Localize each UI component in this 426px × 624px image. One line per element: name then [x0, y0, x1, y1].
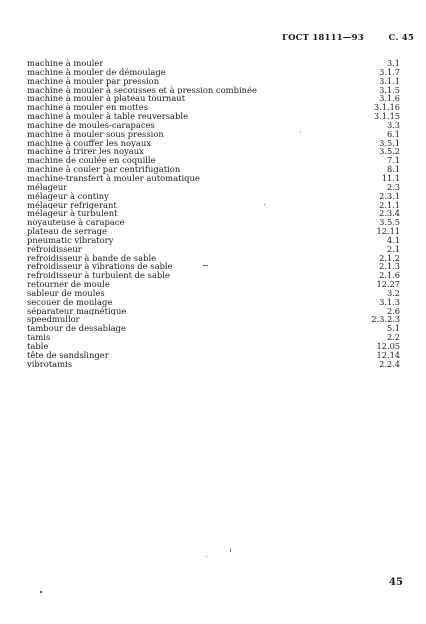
index-entry — [27, 245, 400, 254]
index-entry — [27, 68, 400, 77]
index-entry — [27, 94, 400, 103]
index-entry — [27, 103, 400, 112]
index-entry — [27, 139, 400, 148]
entry-reference: 2.1.6 — [379, 270, 400, 281]
standard-code: ГОСТ 18111—93 — [282, 33, 364, 43]
index-entry — [27, 324, 400, 333]
entry-term: speedmullor — [27, 315, 80, 325]
entry-term: mélageur à continy — [27, 191, 109, 201]
entry-reference: 3.5.1 — [379, 137, 400, 148]
page-label: С. 45 — [388, 33, 414, 43]
entry-reference: 12.05 — [376, 341, 400, 351]
entry-term: machine à mouler de démoulage — [27, 67, 166, 77]
page-number: 45 — [389, 577, 403, 588]
entry-term: machine à couffer les noyaux — [27, 138, 151, 148]
scan-speck — [206, 556, 207, 557]
entry-reference: 5.1 — [386, 323, 400, 334]
entry-term: machine à couler par centrifugation — [27, 165, 181, 174]
entry-reference: 2.6 — [386, 305, 400, 316]
index-entry — [27, 77, 400, 86]
entry-reference: 2.1.1 — [379, 199, 400, 210]
entry-reference: 3.1.1 — [379, 75, 400, 86]
entry-term: tête de sandslinger — [27, 350, 109, 360]
entry-term: machine de coulée en coquille — [27, 156, 156, 166]
index-entry — [27, 254, 400, 263]
index-entries — [27, 59, 400, 369]
entry-reference: 3.1.15 — [373, 111, 400, 122]
entry-reference: 6.1 — [386, 128, 400, 139]
entry-reference: 3.2 — [386, 287, 400, 298]
entry-reference: 12.11 — [376, 226, 400, 237]
index-entry — [27, 298, 400, 307]
entry-term: machine à mouler à table reuversable — [27, 112, 189, 121]
entry-term: mélageur à turbulent — [27, 209, 118, 219]
index-entry — [27, 192, 400, 201]
entry-reference: 4.1 — [386, 234, 400, 245]
entry-reference: 2.3.2.3 — [371, 314, 400, 325]
entry-term: machine à mouler par pression — [27, 76, 160, 86]
scan-speck — [203, 265, 208, 266]
entry-reference: 3.5.5 — [379, 217, 400, 228]
index-entry — [27, 130, 400, 139]
index-entry — [27, 165, 400, 174]
entry-term: refroidisseur à turbulent de sable — [27, 271, 170, 281]
entry-term: table — [27, 342, 49, 351]
index-entry — [27, 236, 400, 245]
entry-term: machine à mouler à plateau tournaut — [27, 94, 186, 104]
index-entry — [27, 86, 400, 95]
entry-reference: 2.2 — [386, 332, 400, 343]
index-entry — [27, 342, 400, 351]
entry-reference: 8.1 — [386, 164, 400, 175]
index-entry — [27, 307, 400, 316]
entry-term: refroidisseur à bande de sable — [27, 253, 157, 263]
index-entry — [27, 218, 400, 227]
entry-reference: 2.1 — [386, 243, 400, 254]
index-entry — [27, 351, 400, 360]
entry-term: tamis — [27, 333, 51, 342]
entry-reference: 2.1.3 — [379, 261, 400, 272]
entry-term: machine à mouler en mottes — [27, 103, 149, 113]
entry-reference: 3.1.16 — [373, 102, 400, 113]
entry-term: tambour de dessablage — [27, 324, 126, 334]
index-entry — [27, 262, 400, 271]
index-entry — [27, 147, 400, 156]
scan-speck — [264, 204, 265, 205]
entry-term: machine à trirer les noyaux — [27, 147, 144, 157]
entry-reference: 2.3.4 — [379, 208, 400, 219]
entry-term: vibrotamis — [27, 359, 73, 369]
entry-reference: 3.1.7 — [379, 66, 400, 77]
entry-term: machine de moules-carapaces — [27, 120, 155, 130]
scan-speck — [230, 549, 231, 552]
entry-term: secouer de moulage — [27, 297, 113, 307]
entry-reference: 3.1.5 — [379, 84, 400, 95]
entry-term: refroidisseur — [27, 244, 82, 254]
index-entry — [27, 201, 400, 210]
entry-term: retourner de moule — [27, 280, 110, 289]
entry-term: refroidisseur à vibrations de sable — [27, 262, 173, 272]
entry-term: machine à mouler à secousses et à pression combinée — [27, 85, 257, 95]
entry-reference: 2.3.1 — [379, 190, 400, 201]
scan-speck — [300, 132, 301, 133]
index-entry — [27, 360, 400, 369]
entry-reference: 12.14 — [376, 349, 400, 360]
entry-reference: 3.5.2 — [379, 146, 400, 157]
page-header — [282, 33, 414, 43]
index-entry — [27, 289, 400, 298]
entry-term: machine à mouler — [27, 59, 104, 68]
index-entry — [27, 227, 400, 236]
entry-reference: 3.1.3 — [379, 296, 400, 307]
index-entry — [27, 156, 400, 165]
entry-reference: 12.27 — [376, 279, 400, 290]
index-entry — [27, 112, 400, 121]
scan-speck — [40, 591, 42, 593]
index-entry — [27, 59, 400, 68]
entry-reference: 2.1.2 — [379, 252, 400, 263]
index-entry — [27, 174, 400, 183]
entry-term: sableur de moules — [27, 288, 105, 298]
entry-reference: 7.1 — [386, 155, 400, 166]
entry-reference: 3.3 — [386, 119, 400, 130]
entry-reference: 3.1.6 — [379, 93, 400, 104]
entry-term: mélageur refrigerant — [27, 200, 117, 210]
entry-reference: 3.1 — [386, 58, 400, 68]
index-entry — [27, 280, 400, 289]
entry-term: noyauteuse à carapace — [27, 218, 125, 228]
entry-reference: 11.1 — [381, 172, 400, 183]
entry-term: séparateur magnétique — [27, 306, 127, 316]
entry-reference: 2.2.4 — [379, 358, 400, 369]
entry-term: pneumatic vibratory — [27, 235, 114, 245]
index-entry — [27, 333, 400, 342]
entry-reference: 2.3 — [386, 181, 400, 192]
index-entry — [27, 183, 400, 192]
entry-term: mélageur — [27, 182, 68, 192]
index-entry — [27, 271, 400, 280]
index-entry — [27, 209, 400, 218]
entry-term: plateau de serrage — [27, 227, 107, 236]
index-entry — [27, 121, 400, 130]
index-entry — [27, 315, 400, 324]
entry-term: machine à mouler sous pression — [27, 129, 164, 139]
entry-term: machine-transfert à mouler automatique — [27, 173, 200, 183]
